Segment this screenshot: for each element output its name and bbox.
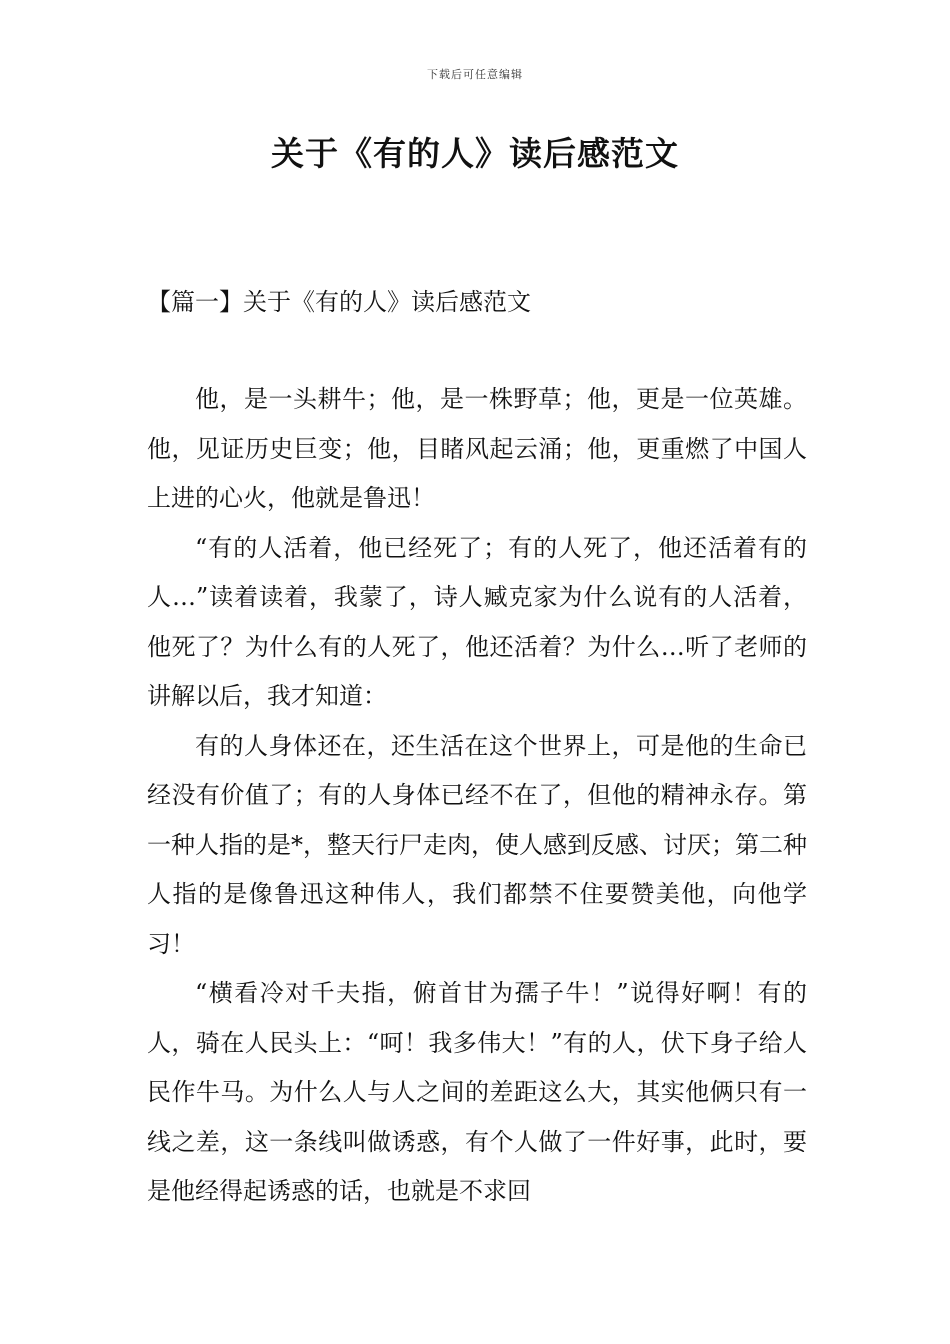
- paragraph: “有的人活着，他已经死了；有的人死了，他还活着有的人…”读着读着，我蒙了，诗人臧克家为什么说有的人活着，他死了？为什么有的人死了，他还活着？为什么…听了老师的讲解以后，我才知道：: [147, 533, 807, 710]
- header-note: 下载后可任意编辑: [427, 68, 523, 81]
- document-title: 关于《有的人》读后感范文: [271, 134, 679, 173]
- paragraph: 他，是一头耕牛；他，是一株野草；他，更是一位英雄。他，见证历史巨变；他，目睹风起云涌；他，更重燃了中国人上进的心火，他就是鲁迅！: [147, 385, 807, 512]
- paragraph: “横看冷对千夫指，俯首甘为孺子牛！”说得好啊！有的人，骑在人民头上：“呵！我多伟大！”有的人，伏下身子给人民作牛马。为什么人与人之间的差距这么大，其实他俩只有一线之差，这一条线叫做诱惑，有个人做了一件好事，此时，要是他经得起诱惑的话，也就是不求回: [147, 979, 807, 1205]
- paragraph: 有的人身体还在，还生活在这个世界上，可是他的生命已经没有价值了；有的人身体已经不在了，但他的精神永存。第一种人指的是*，整天行尸走肉，使人感到反感、讨厌；第二种人指的是像鲁迅这种伟人，我们都禁不住要赞美他，向他学习！: [147, 731, 807, 958]
- section-heading: 【篇一】关于《有的人》读后感范文: [147, 288, 531, 316]
- body-text: [147, 375, 807, 1217]
